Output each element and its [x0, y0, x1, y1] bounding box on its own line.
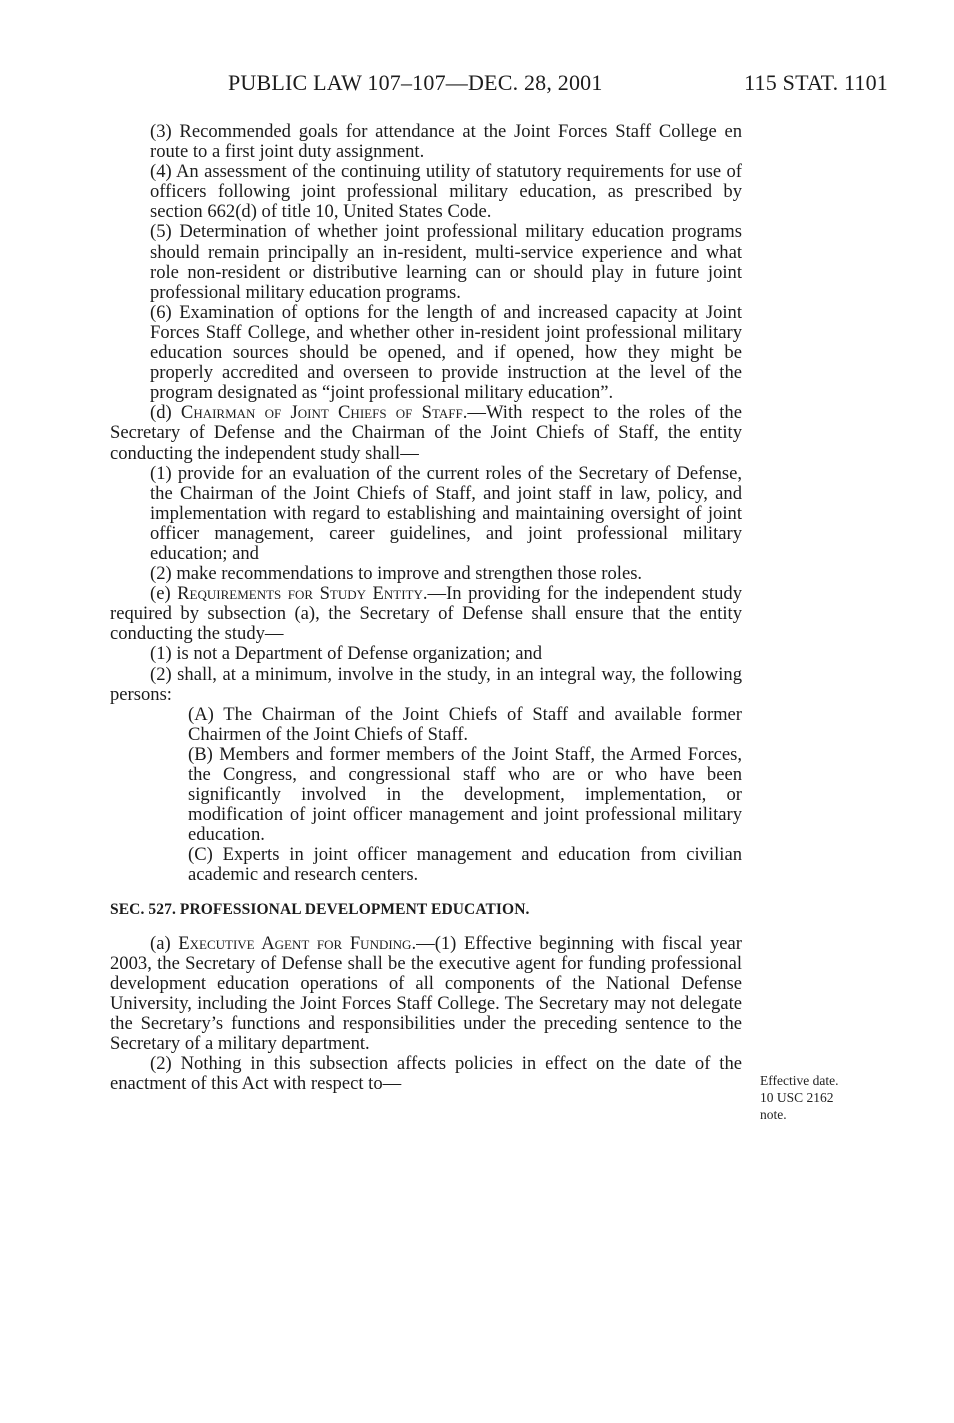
- subsection-527-a-heading: Executive Agent for Funding: [178, 932, 412, 954]
- paragraph-527-a2: (2) Nothing in this subsection affects policies in effect on the date of the enactment of this Act with respect to—: [110, 1053, 742, 1095]
- subsection-e: [110, 584, 742, 644]
- subsection-527-a-text: .—(1) Effective beginning with fiscal year 2003, the Secretary of Defense shall be the executive agent for funding professional development education operations of all components of the National Defense University, including the Joint Forces Staff College. The Secretary may not delegate the Secretary’s functions and responsibilities under the preceding sentence to the Secretary of a military department.: [110, 932, 742, 1055]
- subsection-d-label: (d): [150, 402, 181, 424]
- margin-note-usc-citation: 10 USC 2162: [760, 1090, 834, 1105]
- margin-note-effective-date: Effective date.: [760, 1073, 839, 1088]
- subsection-d: [110, 403, 742, 463]
- paragraph-e1: (1) is not a Department of Defense organization; and: [150, 643, 543, 665]
- subsection-e-label: (e): [150, 583, 178, 605]
- subsection-d-heading: Chairman of Joint Chiefs of Staff: [180, 402, 463, 424]
- running-header: [228, 70, 888, 100]
- paragraph-c5: (5) Determination of whether joint professional military education programs should remain principally an in-resident, multi-service experience and what role non-resident or distributive learning can or should play in future joint professional military education programs.: [150, 221, 742, 303]
- subsection-d-text: .—With respect to the roles of the Secretary of Defense and the Chairman of the Joint Chiefs of Staff, the entity conducting the independent study shall—: [110, 402, 742, 464]
- paragraph-e2-a: (A) The Chairman of the Joint Chiefs of Staff and available former Chairmen of the Joint Chiefs of Staff.: [188, 703, 742, 745]
- paragraph-c3: (3) Recommended goals for attendance at the Joint Forces Staff College en route to a first joint duty assignment.: [150, 121, 742, 163]
- paragraph-c4: (4) An assessment of the continuing utility of statutory requirements for use of officers following joint professional military education, as prescribed by section 662(d) of title 10, United States Code.: [150, 161, 742, 223]
- margin-note: [760, 1072, 870, 1123]
- margin-note-note: note.: [760, 1107, 787, 1122]
- body-text: [110, 122, 742, 1094]
- header-public-law: PUBLIC LAW 107–107—DEC. 28, 2001: [228, 70, 603, 95]
- paragraph-e2: (2) shall, at a minimum, involve in the study, in an integral way, the following persons:: [110, 663, 742, 705]
- paragraph-c6: (6) Examination of options for the length of and increased capacity at Joint Forces Staff College, and whether other in-resident joint professional military education sources should be opened, and if opened, how they might be properly accredited and overseen to provide instruction at the level of the program designated as “joint professional military education”.: [150, 301, 742, 404]
- subsection-e-heading: Requirements for Study Entity: [177, 583, 423, 605]
- paragraph-e2-b: (B) Members and former members of the Joint Staff, the Armed Forces, the Congress, and congressional staff who are or who have been significantly involved in the development, implementation, or modification of joint officer management and joint professional military education.: [188, 743, 742, 846]
- header-stat-page: 115 STAT. 1101: [744, 70, 888, 95]
- subsection-527-a-label: (a): [150, 932, 179, 954]
- paragraph-d2: (2) make recommendations to improve and strengthen those roles.: [150, 563, 643, 585]
- subsection-e-text: .—In providing for the independent study required by subsection (a), the Secretary of Defense shall ensure that the entity conducting the study—: [110, 583, 742, 645]
- paragraph-d1: (1) provide for an evaluation of the current roles of the Secretary of Defense, the Chairman of the Joint Chiefs of Staff, and joint staff in law, policy, and implementation with regard to establishing and maintaining oversight of joint officer management, career guidelines, and joint professional military education; and: [150, 462, 742, 564]
- subsection-527-a: [110, 934, 742, 1055]
- section-heading-527: SEC. 527. PROFESSIONAL DEVELOPMENT EDUCATION.: [110, 900, 530, 918]
- paragraph-e2-c: (C) Experts in joint officer management and education from civilian academic and research centers.: [188, 844, 742, 886]
